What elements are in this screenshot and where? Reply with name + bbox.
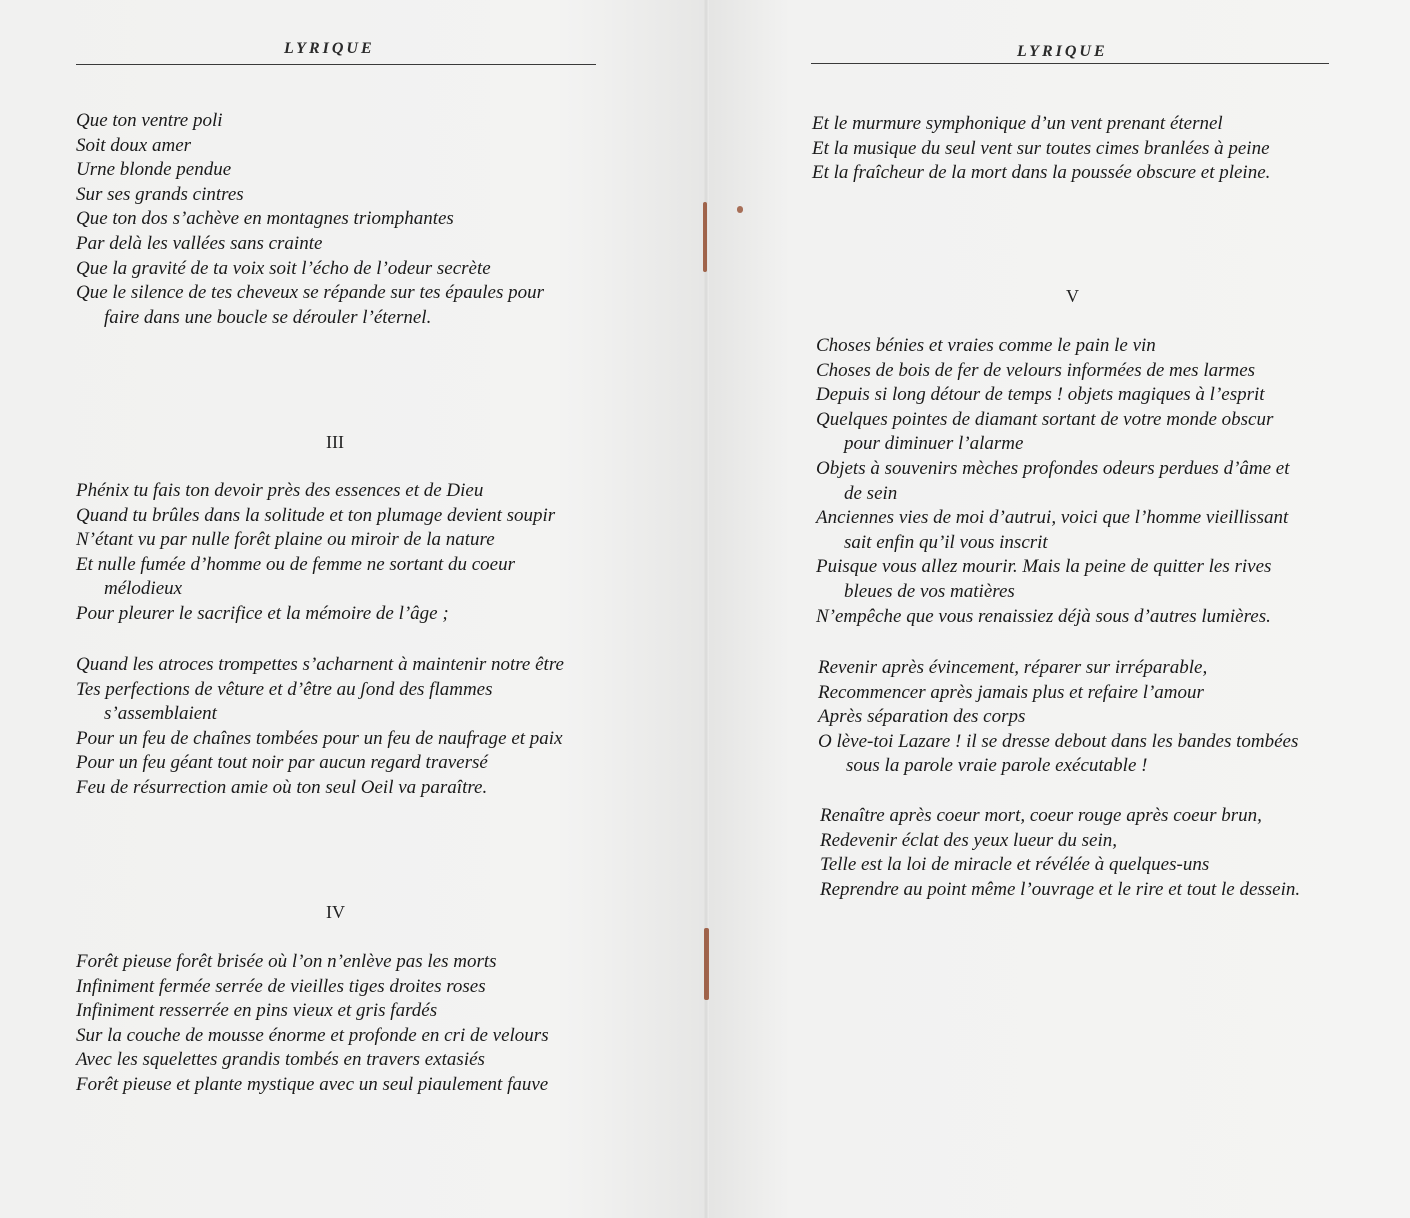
poem-line: faire dans une boucle se dérouler l’éternel. xyxy=(104,306,432,328)
poem-line: Après séparation des corps xyxy=(818,706,1026,728)
poem-line: Anciennes vies de moi d’autrui, voici que l’homme vieillissant xyxy=(816,507,1289,529)
poem-line: Urne blonde pendue xyxy=(76,159,232,181)
poem-line: Revenir après évincement, réparer sur irréparable, xyxy=(818,657,1208,678)
poem-line: Que la gravité de ta voix soit l’écho de l’odeur secrète xyxy=(76,257,491,279)
poem-line: Renaître après coeur mort, coeur rouge après coeur brun, xyxy=(820,805,1262,826)
left-stanza-1 xyxy=(76,109,544,330)
poem-line: bleues de vos matières xyxy=(844,580,1015,602)
poem-line: Quand les atroces trompettes s’acharnent à maintenir notre être xyxy=(76,654,564,675)
poem-line: Infiniment resserrée en pins vieux et gris fardés xyxy=(76,1000,438,1022)
poem-line: Redevenir éclat des yeux lueur du sein, xyxy=(820,829,1118,851)
poem-line: Depuis si long détour de temps ! objets magiques à l’esprit xyxy=(816,384,1265,406)
staple-stain-top-spot xyxy=(737,206,743,213)
poem-line: Par delà les vallées sans crainte xyxy=(76,232,323,254)
poem-line: Objets à souvenirs mèches profondes odeurs perdues d’âme et xyxy=(816,457,1290,479)
staple-stain-bottom xyxy=(704,928,709,1000)
poem-line: Puisque vous allez mourir. Mais la peine de quitter les rives xyxy=(816,556,1272,578)
poem-line: Pour un feu de chaînes tombées pour un feu de naufrage et paix xyxy=(76,727,563,749)
right-header-rule xyxy=(811,63,1329,64)
poem-line: Et la fraîcheur de la mort dans la poussée obscure et pleine. xyxy=(812,162,1271,184)
poem-line: Forêt pieuse et plante mystique avec un seul piaulement fauve xyxy=(76,1073,549,1095)
right-stanza-top xyxy=(812,112,1270,186)
section-numeral-iv: IV xyxy=(326,902,345,922)
poem-line: Que le silence de tes cheveux se répande sur tes épaules pour xyxy=(76,282,544,304)
poem-line: mélodieux xyxy=(104,578,183,600)
poem-line: N’étant vu par nulle forêt plaine ou miroir de la nature xyxy=(76,529,495,551)
left-section-4 xyxy=(76,950,549,1098)
poem-line: Choses bénies et vraies comme le pain le vin xyxy=(816,335,1156,356)
staple-stain-top xyxy=(703,202,707,272)
poem-line: Phénix tu fais ton devoir près des essences et de Dieu xyxy=(76,480,484,501)
poem-line: Infiniment fermée serrée de vieilles tiges droites roses xyxy=(76,975,486,997)
book-gutter xyxy=(703,0,709,1218)
poem-line: sous la parole vraie parole exécutable ! xyxy=(846,755,1148,777)
poem-line: Pour un feu géant tout noir par aucun regard traversé xyxy=(76,752,488,774)
poem-line: Pour pleurer le sacrifice et la mémoire de l’âge ; xyxy=(76,602,449,624)
poem-line: Et la musique du seul vent sur toutes cimes branlées à peine xyxy=(812,137,1270,159)
poem-line: Recommencer après jamais plus et refaire l’amour xyxy=(818,681,1204,703)
right-section-5b xyxy=(818,656,1298,779)
poem-line: Forêt pieuse forêt brisée où l’on n’enlève pas les morts xyxy=(76,951,497,972)
left-section-3b xyxy=(76,653,564,801)
poem-line: Sur ses grands cintres xyxy=(76,183,244,205)
poem-line: pour diminuer l’alarme xyxy=(844,433,1024,455)
poem-line: Tes perfections de vêture et d’être au ʃond des flammes xyxy=(76,678,493,700)
poem-line: sait enfin qu’il vous inscrit xyxy=(844,531,1048,553)
poem-line: s’assemblaient xyxy=(104,703,217,725)
poem-line: Soit doux amer xyxy=(76,134,192,156)
poem-line: Et le murmure symphonique d’un vent prenant éternel xyxy=(812,113,1223,134)
section-numeral-v: V xyxy=(1066,286,1079,306)
poem-line: N’empêche que vous renaissiez déjà sous d’autres lumières. xyxy=(816,605,1271,627)
poem-line: Avec les squelettes grandis tombés en travers extasiés xyxy=(76,1049,485,1071)
poem-line: O lève-toi Lazare ! il se dresse debout dans les bandes tombées xyxy=(818,730,1299,752)
poem-line: Sur la couche de mousse énorme et profonde en cri de velours xyxy=(76,1024,549,1046)
poem-line: Quand tu brûles dans la solitude et ton plumage devient soupir xyxy=(76,504,556,526)
poem-line: Que ton dos s’achève en montagnes triomphantes xyxy=(76,208,454,230)
right-running-header: LYRIQUE xyxy=(1017,43,1108,60)
poem-line: Quelques pointes de diamant sortant de votre monde obscur xyxy=(816,408,1274,430)
poem-line: Et nulle fumée d’homme ou de femme ne sortant du coeur xyxy=(76,553,516,575)
left-section-3a xyxy=(76,479,555,627)
poem-line: Reprendre au point même l’ouvrage et le rire et tout le dessein. xyxy=(820,878,1301,900)
poem-line: de sein xyxy=(844,482,898,504)
section-numeral-iii: III xyxy=(326,432,344,452)
right-section-5a xyxy=(816,334,1290,629)
poem-line: Telle est la loi de miracle et révélée à quelques-uns xyxy=(820,854,1210,876)
poem-line: Feu de résurrection amie où ton seul Oeil va paraître. xyxy=(76,776,488,798)
right-section-5c xyxy=(820,804,1300,902)
poem-line: Choses de bois de fer de velours informées de mes larmes xyxy=(816,359,1256,381)
poem-line: Que ton ventre poli xyxy=(76,110,223,131)
left-running-header: LYRIQUE xyxy=(284,40,375,57)
left-header-rule xyxy=(76,64,596,65)
